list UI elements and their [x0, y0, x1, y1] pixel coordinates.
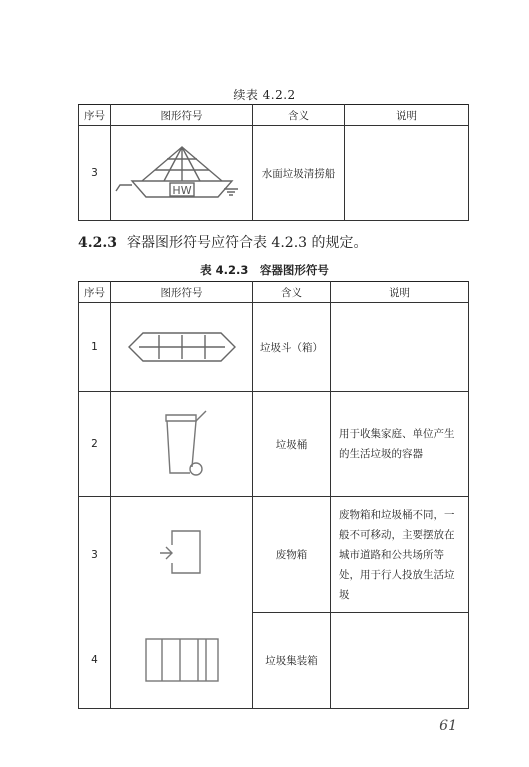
table1-row-symbol [111, 126, 253, 221]
table1-row-no: 3 [79, 126, 111, 221]
table2-row1-symbol [111, 303, 253, 392]
table2-header-no: 序号 [79, 282, 111, 303]
table2-row3-meaning: 废物箱 [253, 497, 331, 613]
table2-row1-meaning: 垃圾斗（箱） [253, 303, 331, 392]
table2-row2-symbol [111, 392, 253, 497]
garbage-container-icon [142, 635, 222, 685]
table2-row2-desc: 用于收集家庭、单位产生的生活垃圾的容器 [331, 392, 469, 497]
table2-row4-symbol [111, 613, 253, 709]
table2-row1-desc [331, 303, 469, 392]
table2-row3-no: 3 [79, 497, 111, 613]
table2-row4-meaning: 垃圾集装箱 [253, 613, 331, 709]
table1-row-meaning: 水面垃圾清捞船 [253, 126, 345, 221]
table2-header-symbol: 图形符号 [111, 282, 253, 303]
wheeled-bin-icon [152, 409, 212, 479]
table1-row-desc [345, 126, 469, 221]
page-number: 61 [439, 718, 457, 734]
table1 [78, 104, 469, 221]
table2-row3-symbol [111, 497, 253, 613]
clause-line [78, 232, 368, 252]
table1-header-no: 序号 [79, 105, 111, 126]
garbage-hopper-icon [127, 327, 237, 367]
table2-row1-no: 1 [79, 303, 111, 392]
table2-row4-no: 4 [79, 613, 111, 709]
table1-header-meaning: 含义 [253, 105, 345, 126]
table2-caption: 表 4.2.3 容器图形符号 [200, 263, 329, 277]
table2-row2-meaning: 垃圾桶 [253, 392, 331, 497]
clause-text: 容器图形符号应符合表 4.2.3 的规定。 [126, 235, 368, 251]
garbage-boat-label: HW [171, 184, 192, 197]
table2 [78, 281, 469, 709]
table1-header-symbol: 图形符号 [111, 105, 253, 126]
table2-header-desc: 说明 [331, 282, 469, 303]
garbage-boat-icon [112, 143, 252, 203]
table2-row3-desc: 废物箱和垃圾桶不同，一般不可移动，主要摆放在城市道路和公共场所等处，用于行人投放生活垃圾 [331, 497, 469, 613]
table1-header-desc: 说明 [345, 105, 469, 126]
table2-header-meaning: 含义 [253, 282, 331, 303]
waste-box-icon [152, 527, 212, 583]
table2-row4-desc [331, 613, 469, 709]
table2-row2-no: 2 [79, 392, 111, 497]
clause-number: 4.2.3 [78, 235, 117, 251]
table1-caption: 续表 4.2.2 [233, 88, 296, 102]
